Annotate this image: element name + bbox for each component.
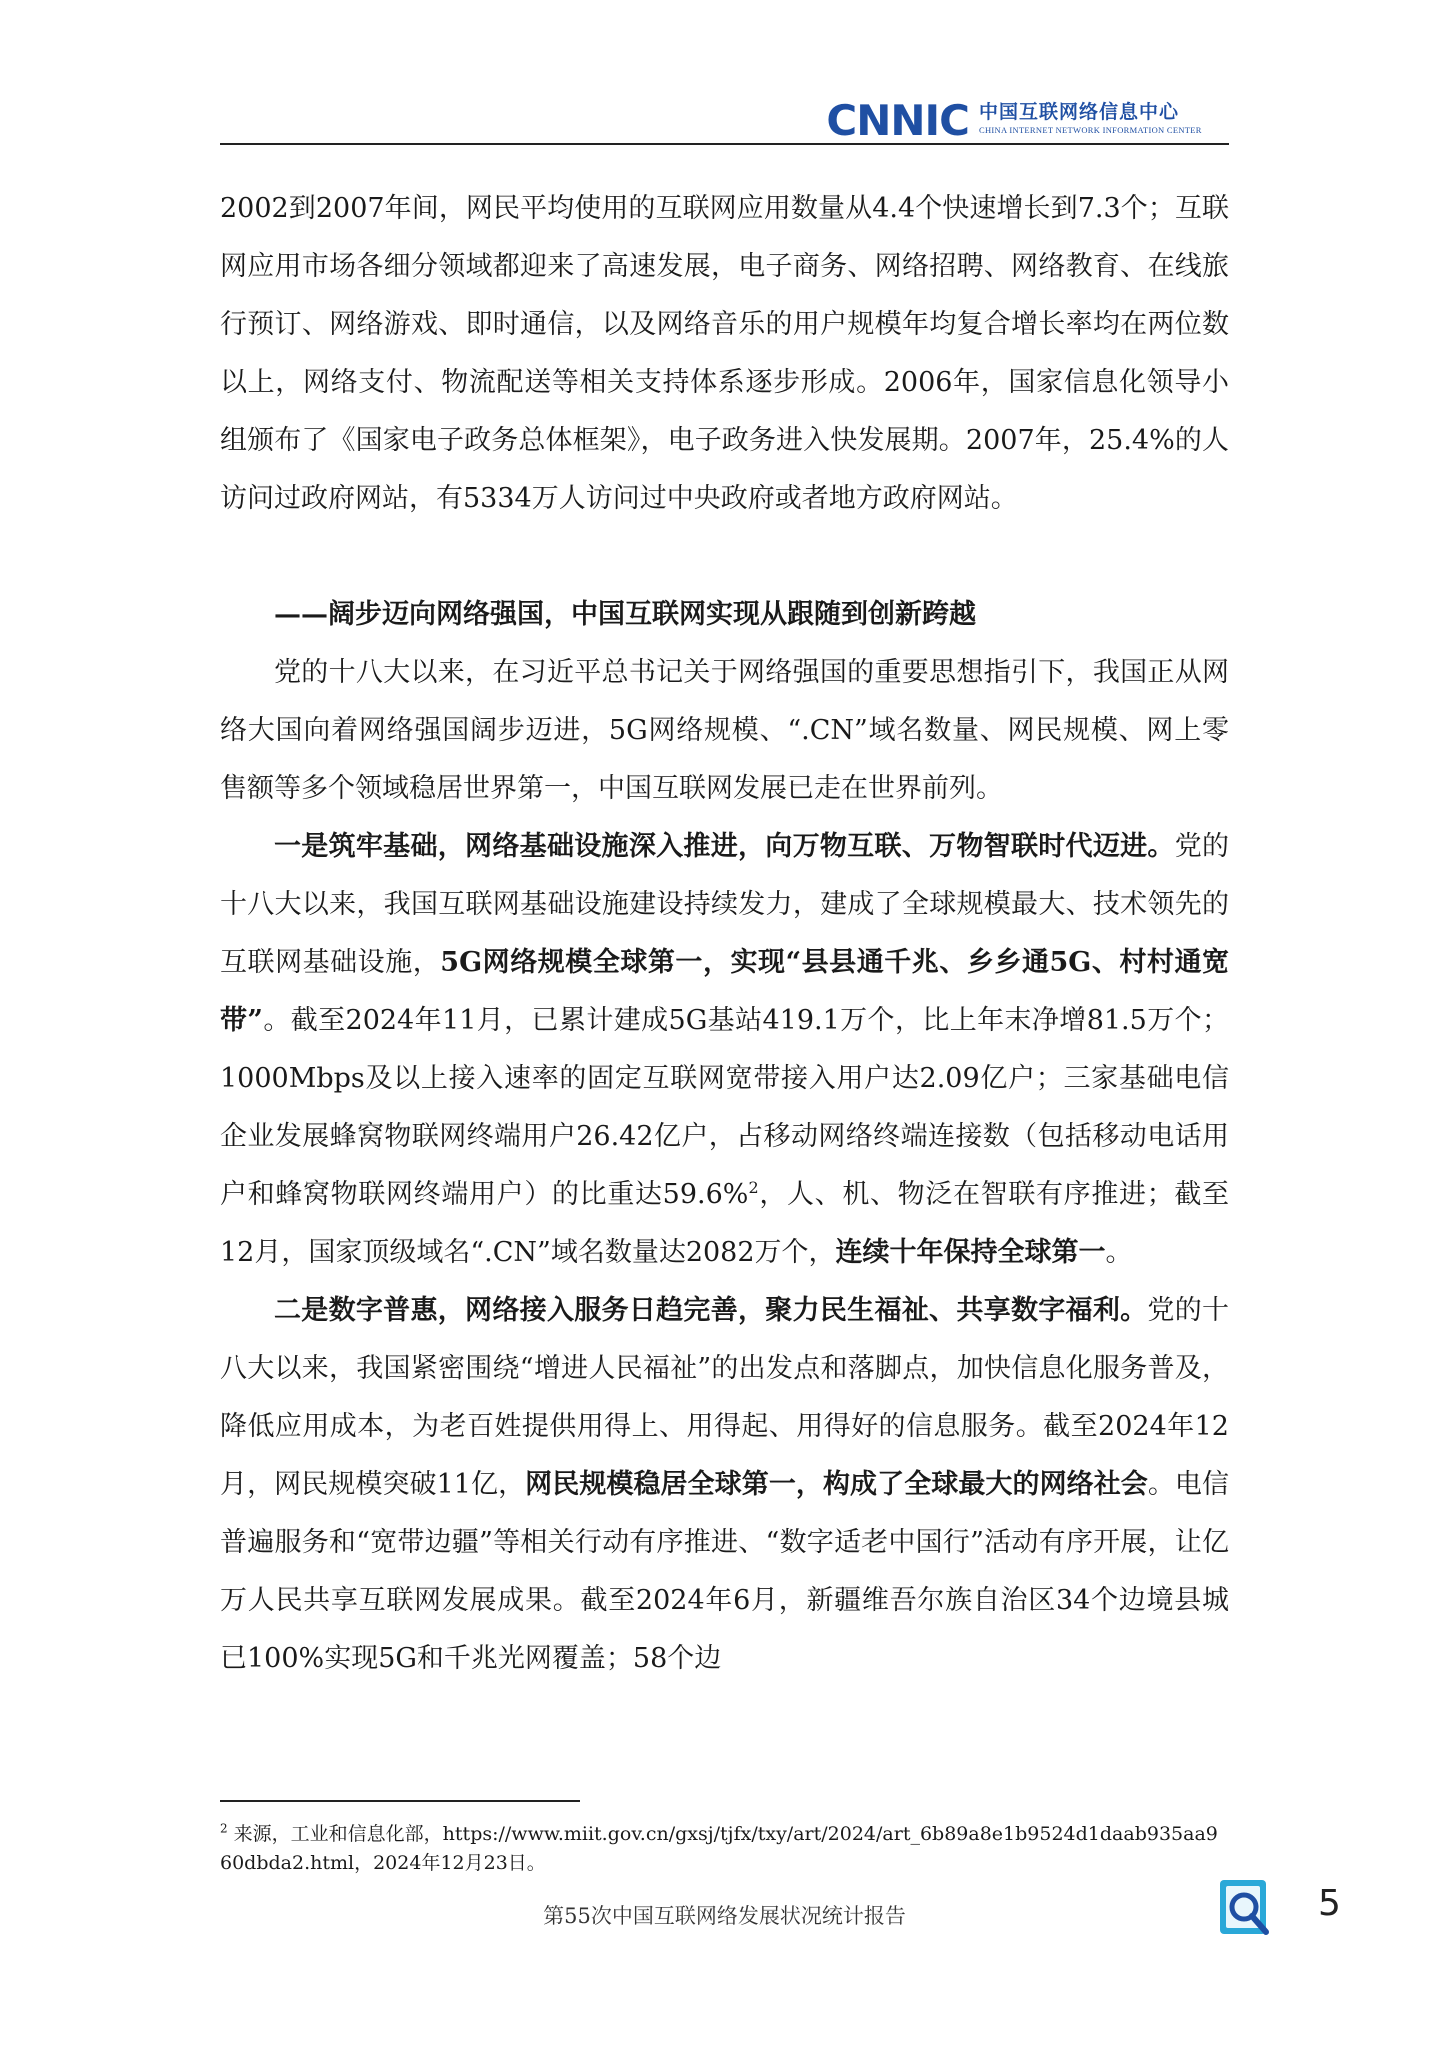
paragraph-history: 2002到2007年间，网民平均使用的互联网应用数量从4.4个快速增长到7.3个；互联网应用市场各细分领域都迎来了高速发展，电子商务、网络招聘、网络教育、在线旅行预订、网络游戏、即时通信，以及网络音乐的用户规模年均复合增长率均在两位数以上，网络支付、物流配送等相关支持体系逐步形成。2006年，国家信息化领导小组颁布了《国家电子政务总体框架》，电子政务进入快发展期。2007年，25.4%的人访问过政府网站，有5334万人访问过中央政府或者地方政府网站。: [220, 193, 1229, 514]
text-run: 。电信普遍服务和“宽带边疆”等相关行动有序推进、“数字适老中国行”活动有序开展，让亿万人民共享互联网发展成果。截至2024年6月，新疆维吾尔族自治区34个边境县城已100%实现5G和千兆光网覆盖；58个边: [220, 1469, 1230, 1674]
cnnic-logo: CNNIC: [826, 96, 969, 145]
footnote-divider: [220, 1800, 580, 1802]
footnote: [220, 1820, 1229, 1878]
paragraph-infrastructure: [220, 818, 1229, 1282]
logo-text-block: [979, 100, 1229, 136]
page-number: 5: [1318, 1883, 1341, 1924]
text-run: 党的十八大以来，我国紧密围绕“增进人民福祉”的出发点和落脚点，加快信息化服务普及，降低应用成本，为老百姓提供用得上、用得起、用得好的信息服务。截至2024年12月，网民规模突破11亿，: [220, 1295, 1230, 1500]
bold-run: 5G网络规模全球第一，实现“县县通千兆、乡乡通5G、村村通宽带”: [220, 947, 1230, 1036]
footnote-number: 2: [220, 1821, 228, 1836]
bold-run: 连续十年保持全球第一: [835, 1237, 1106, 1268]
bold-run: 网民规模稳居全球第一，构成了全球最大的网络社会: [525, 1469, 1148, 1500]
paragraph-intro: 党的十八大以来，在习近平总书记关于网络强国的重要思想指引下，我国正从网络大国向着网络强国阔步迈进，5G网络规模、“.CN”域名数量、网民规模、网上零售额等多个领域稳居世界第一，中国互联网发展已走在世界前列。: [220, 657, 1229, 804]
text-run: 党的十八大以来，我国互联网基础设施建设持续发力，建成了全球规模最大、技术领先的互联网基础设施，: [220, 831, 1230, 978]
logo-english-name: CHINA INTERNET NETWORK INFORMATION CENTER: [979, 125, 1202, 135]
footnote-text: 来源，工业和信息化部，https://www.miit.gov.cn/gxsj/tjfx/txy/art/2024/art_6b89a8e1b9524d1daab935aa960dbda2.html，2024年12月23日。: [220, 1823, 1218, 1874]
paragraph-inclusion: [220, 1282, 1229, 1688]
bold-lead: 二是数字普惠，网络接入服务日趋完善，聚力民生福祉、共享数字福利。: [274, 1295, 1148, 1326]
report-magnifier-icon: [1218, 1878, 1274, 1942]
logo-chinese-name: 中国互联网络信息中心: [979, 101, 1180, 123]
report-title: 第55次中国互联网络发展状况统计报告: [543, 1904, 906, 1928]
main-content: [220, 180, 1229, 1688]
page-header: [220, 96, 1229, 146]
header-divider: [220, 143, 1229, 145]
paragraph-gap: [220, 528, 1229, 586]
text-run: 。: [1105, 1237, 1133, 1268]
text-run: 。截至2024年11月，已累计建成5G基站419.1万个，比上年末净增81.5万个；1000Mbps及以上接入速率的固定互联网宽带接入用户达2.09亿户；三家基础电信企业发展蜂窝物联网终端用户26.42亿户，占移动网络终端连接数（包括移动电话用户和蜂窝物联网终端用户）的比重达59.6%: [220, 1005, 1230, 1210]
footnote-marker: 2: [748, 1178, 759, 1197]
bold-lead: 一是筑牢基础，网络基础设施深入推进，向万物互联、万物智联时代迈进。: [274, 831, 1175, 862]
section-heading: ——阔步迈向网络强国，中国互联网实现从跟随到创新跨越: [274, 599, 976, 630]
text-run: ，人、机、物泛在智联有序推进；截至12月，国家顶级域名“.CN”域名数量达2082万个，: [220, 1179, 1230, 1268]
